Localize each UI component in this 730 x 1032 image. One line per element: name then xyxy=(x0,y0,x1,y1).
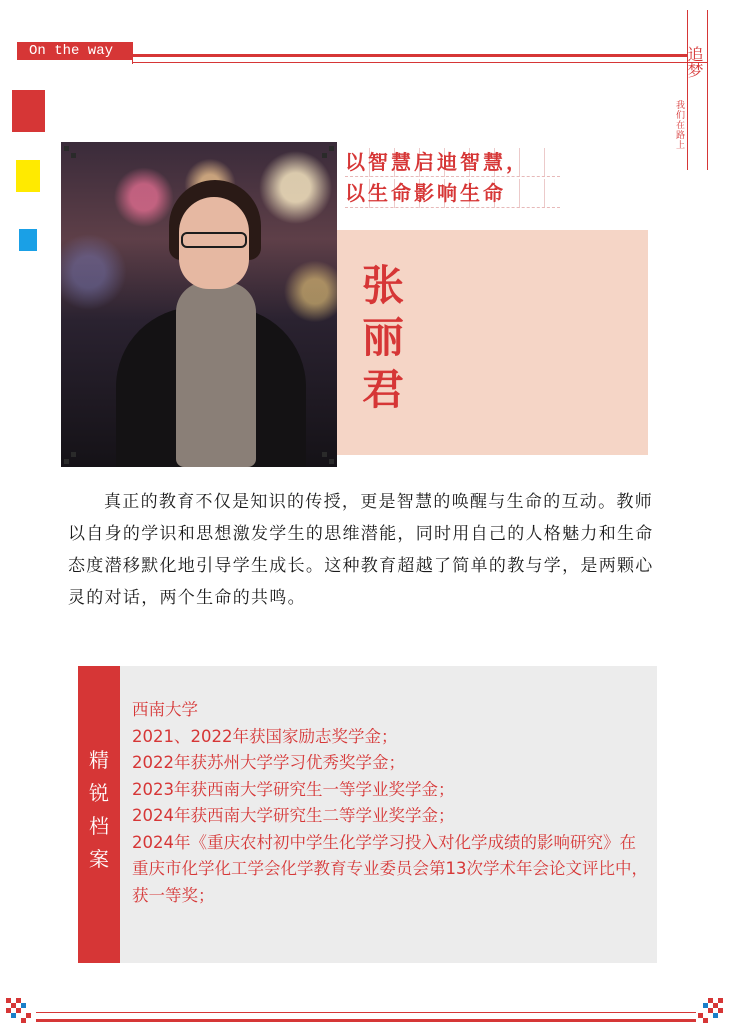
corner-mark-bottom-left xyxy=(64,452,76,464)
corner-mark-top-left xyxy=(64,146,76,158)
slogan xyxy=(345,148,560,210)
name-char: 君 xyxy=(361,365,404,414)
profile-card-label xyxy=(78,744,120,876)
corner-mark-bottom-right xyxy=(322,452,334,464)
profile-item: 2024年《重庆农村初中学生化学学习投入对化学成绩的影响研究》在重庆市化学化工学会化学教育专业委员会第13次学术年会论文评比中，获一等奖； xyxy=(132,832,648,905)
side-rule-left xyxy=(687,10,688,170)
name-char: 张 xyxy=(361,261,404,310)
name-char: 丽 xyxy=(361,313,404,362)
photo-glasses xyxy=(181,232,247,248)
profile-item: 2023年获西南大学研究生一等学业奖学金； xyxy=(132,779,455,799)
blue-block xyxy=(19,229,37,251)
side-subtitle: 我们在路上 xyxy=(674,100,684,150)
profile-item: 2024年获西南大学研究生二等学业奖学金； xyxy=(132,806,455,825)
header-rule-thin xyxy=(132,62,707,63)
footer-rule-thin xyxy=(36,1012,696,1013)
yellow-block xyxy=(16,160,40,192)
person-name xyxy=(358,260,408,416)
portrait-photo xyxy=(61,142,337,467)
header-tag: On the way xyxy=(17,42,133,60)
profile-item: 2022年获苏州大学学习优秀奖学金； xyxy=(132,753,405,772)
intro-paragraph: 真正的教育不仅是知识的传授，更是智慧的唤醒与生命的互动。教师以自身的学识和思想激发学生的思维潜能，同时用自己的人格魅力和生命态度潜移默化地引导学生成长。这种教育超越了简单的教与学，是两颗心灵的对话，两个生命的共鸣。 xyxy=(68,492,654,608)
side-title: 追梦 xyxy=(685,46,704,78)
slogan-line-2: 以生命影响生命 xyxy=(345,179,560,208)
red-block xyxy=(12,90,45,132)
profile-item: 西南大学 xyxy=(132,700,198,719)
label-char: 精 xyxy=(89,748,109,772)
footer-corner-right xyxy=(698,998,724,1024)
slogan-line-1: 以智慧启迪智慧， xyxy=(345,148,560,177)
profile-item: 2021、2022年获国家励志奖学金； xyxy=(132,726,398,746)
label-char: 锐 xyxy=(89,781,109,805)
footer-rule xyxy=(36,1019,696,1022)
label-char: 案 xyxy=(89,847,109,871)
side-rule-right xyxy=(707,10,708,170)
label-char: 档 xyxy=(89,814,109,838)
header-rule xyxy=(132,54,687,57)
corner-mark-top-right xyxy=(322,146,334,158)
profile-list xyxy=(132,697,652,909)
photo-scarf xyxy=(176,282,256,467)
footer-corner-left xyxy=(6,998,32,1024)
